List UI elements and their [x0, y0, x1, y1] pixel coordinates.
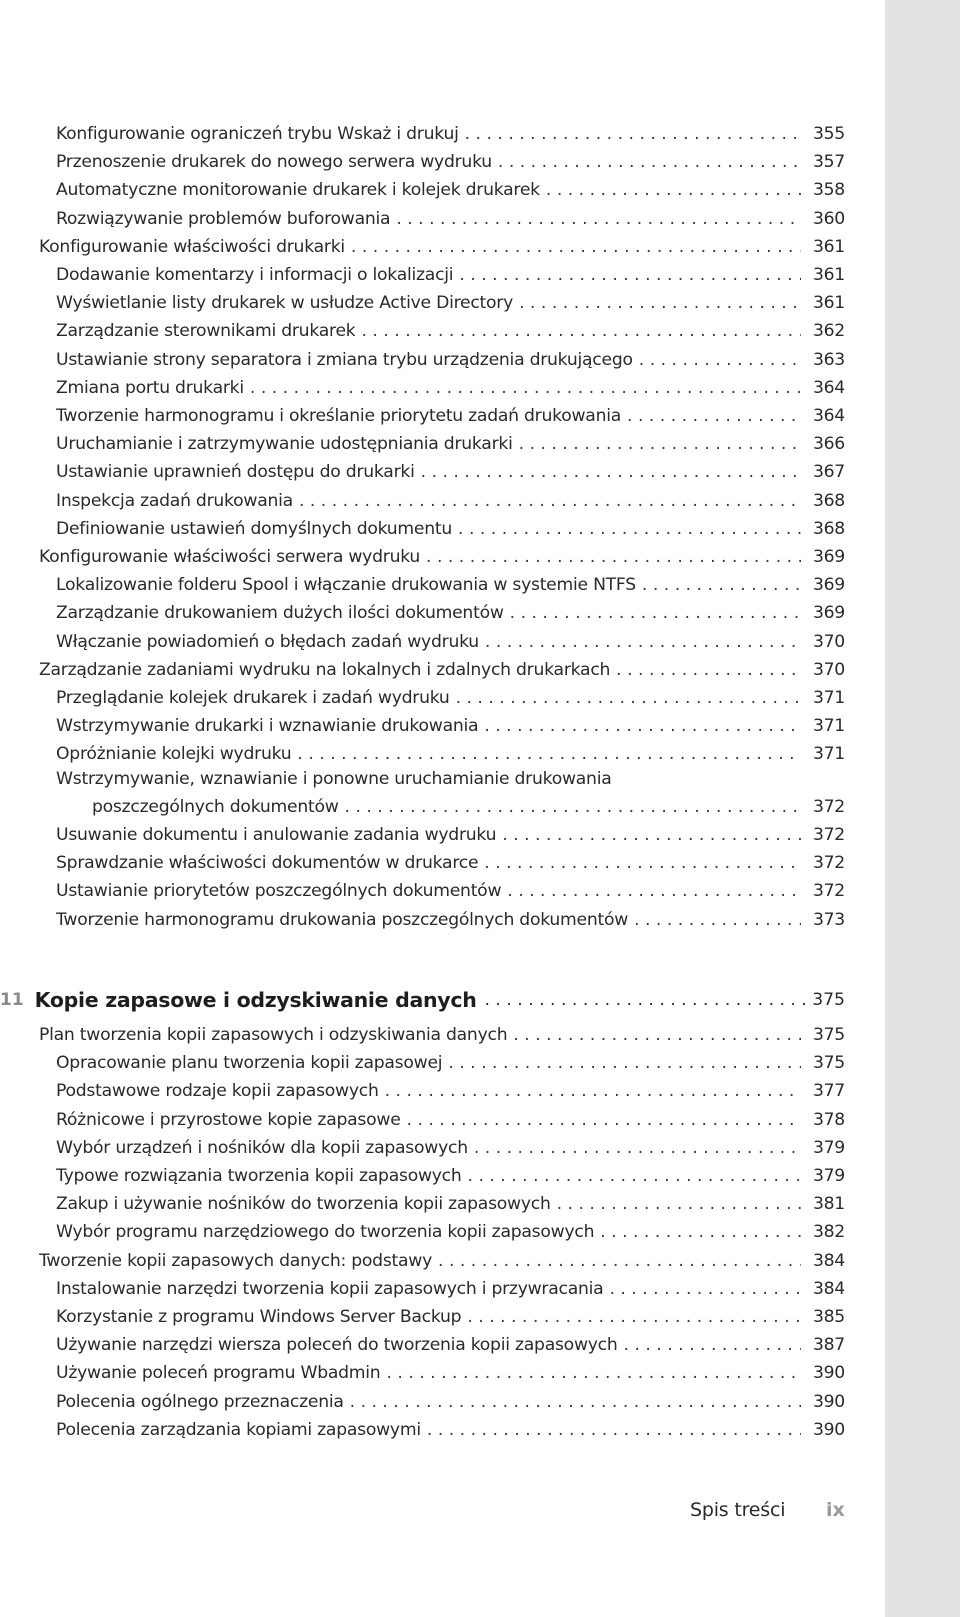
dot-leader: [519, 430, 801, 458]
toc-entry: [39, 656, 845, 684]
toc-entry-page: 385: [812, 1307, 845, 1327]
dot-leader: [407, 1106, 801, 1134]
page-side-bar: [885, 0, 960, 1617]
chapter-page: 375: [812, 990, 845, 1010]
toc-entry: [56, 120, 845, 148]
toc-entry-title: Sprawdzanie właściwości dokumentów w drukarce: [56, 853, 479, 874]
toc-entry: [56, 317, 845, 345]
dot-leader: [468, 1162, 801, 1190]
toc-entry-page: 379: [812, 1137, 845, 1158]
toc-entry: [56, 205, 845, 233]
toc-entry: [56, 148, 845, 176]
dot-leader: [519, 289, 801, 317]
toc-entry-page: 371: [812, 744, 845, 765]
toc-entry-wrapped-continuation: [92, 793, 845, 821]
toc-entry-page: 372: [812, 797, 845, 817]
toc-entry-page: 382: [812, 1222, 845, 1243]
toc-entry: [56, 261, 845, 289]
toc-entry-page: 357: [812, 152, 845, 173]
dot-leader: [427, 1416, 801, 1444]
toc-entry-title: Przeglądanie kolejek drukarek i zadań wydruku: [56, 688, 450, 708]
dot-leader: [467, 1303, 801, 1331]
page-footer: [0, 1499, 960, 1529]
dot-leader: [350, 1388, 801, 1416]
dot-leader: [396, 205, 801, 233]
toc-entry: [56, 1162, 845, 1190]
dot-leader: [351, 233, 801, 261]
toc-entry: [56, 877, 845, 905]
toc-entry-title: Tworzenie kopii zapasowych danych: podstawy: [39, 1250, 433, 1271]
toc-entry-page: 371: [812, 716, 845, 737]
toc-entry-page: 360: [812, 208, 845, 229]
toc-entry: [56, 1077, 845, 1105]
dot-leader: [458, 515, 801, 543]
toc-entry: [56, 571, 845, 599]
toc-entry-title: Włączanie powiadomień o błędach zadań wydruku: [56, 631, 479, 652]
toc-entry-title: Przenoszenie drukarek do nowego serwera wydruku: [56, 152, 492, 173]
toc-entry-page: 384: [812, 1278, 845, 1299]
toc-entry-title: Definiowanie ustawień domyślnych dokumentu: [56, 518, 453, 539]
toc-entry-title: Wybór urządzeń i nośników dla kopii zapasowych: [56, 1137, 468, 1158]
dot-leader: [616, 656, 801, 684]
chapter-heading: [0, 983, 845, 1017]
toc-entry-title: Konfigurowanie właściwości serwera wydruku: [39, 547, 421, 567]
toc-entry-title: Tworzenie harmonogramu drukowania poszczególnych dokumentów: [56, 909, 629, 930]
toc-entry: [39, 233, 845, 261]
dot-leader: [459, 261, 801, 289]
toc-entry-title: Plan tworzenia kopii zapasowych i odzyskiwania danych: [39, 1025, 508, 1045]
dot-leader: [299, 487, 801, 515]
toc-entry: [56, 712, 845, 740]
toc-entry-page: 362: [812, 321, 845, 342]
toc-entry-page: 369: [812, 575, 845, 596]
toc-entry-title: Wstrzymywanie, wznawianie i ponowne uruchamianie drukowania: [56, 769, 612, 789]
dot-leader: [484, 849, 801, 877]
toc-entry-page: 372: [812, 881, 845, 902]
toc-entry: [56, 176, 845, 204]
dot-leader: [474, 1134, 801, 1162]
dot-leader: [624, 1331, 801, 1359]
dot-leader: [557, 1190, 801, 1218]
toc-entry-title: Zmiana portu drukarki: [56, 377, 244, 398]
toc-entry: [56, 1416, 845, 1444]
dot-leader: [507, 877, 801, 905]
dot-leader: [484, 712, 801, 740]
chapter-title: Kopie zapasowe i odzyskiwanie danych: [34, 988, 477, 1012]
toc-entry: [56, 402, 845, 430]
toc-entry-title: Zarządzanie sterownikami drukarek: [56, 321, 356, 342]
toc-entry-title: Typowe rozwiązania tworzenia kopii zapasowych: [56, 1166, 462, 1186]
toc-entry: [56, 628, 845, 656]
dot-leader: [385, 1077, 801, 1105]
footer-page-number: ix: [826, 1499, 845, 1521]
toc-entry: [56, 1049, 845, 1077]
toc-entry-title: Konfigurowanie właściwości drukarki: [39, 236, 345, 257]
toc-entry-title: Ustawianie uprawnień dostępu do drukarki: [56, 462, 415, 483]
toc-entry-title: Ustawianie priorytetów poszczególnych dokumentów: [56, 881, 502, 902]
toc-entry: [56, 430, 845, 458]
toc-entry-page: 390: [812, 1363, 845, 1384]
toc-entry-title: Polecenia zarządzania kopiami zapasowymi: [56, 1419, 421, 1440]
toc-entry-page: 364: [812, 377, 845, 398]
toc-entry-title: Automatyczne monitorowanie drukarek i kolejek drukarek: [56, 180, 540, 201]
toc-entry: [56, 906, 845, 934]
toc-entry-title: Uruchamianie i zatrzymywanie udostępniania drukarki: [56, 434, 513, 455]
toc-entry-page: 369: [812, 547, 845, 567]
toc-entry: [39, 543, 845, 571]
toc-entry-title: Wybór programu narzędziowego do tworzenia kopii zapasowych: [56, 1222, 595, 1243]
toc-entry-title: Podstawowe rodzaje kopii zapasowych: [56, 1081, 379, 1102]
toc-entry: [56, 1331, 845, 1359]
toc-entry: [56, 1275, 845, 1303]
toc-entry-title: Polecenia ogólnego przeznaczenia: [56, 1391, 344, 1412]
footer-label: Spis treści: [690, 1499, 786, 1521]
toc-entry-page: 375: [812, 1025, 845, 1045]
toc-entry-page: 390: [812, 1419, 845, 1440]
toc-entry: [56, 1190, 845, 1218]
toc-entry-page: 371: [812, 688, 845, 708]
toc-entry-page: 375: [812, 1053, 845, 1074]
dot-leader: [250, 374, 801, 402]
toc-entry-title: Zarządzanie zadaniami wydruku na lokalnych i zdalnych drukarkach: [39, 659, 611, 680]
toc-entry: [39, 1021, 845, 1049]
dot-leader: [513, 1021, 801, 1049]
dot-leader: [386, 1359, 801, 1387]
toc-entry: [39, 1247, 845, 1275]
toc-entry-title: Lokalizowanie folderu Spool i włączanie drukowania w systemie NTFS: [56, 575, 636, 596]
dot-leader: [421, 458, 801, 486]
toc-entry-title: Rozwiązywanie problemów buforowania: [56, 208, 391, 229]
toc-entry-title: Wyświetlanie listy drukarek w usłudze Active Directory: [56, 293, 514, 314]
dot-leader: [345, 793, 801, 821]
dot-leader: [642, 571, 801, 599]
toc-entry: [56, 458, 845, 486]
dot-leader: [361, 317, 801, 345]
toc-entry-page: 361: [812, 236, 845, 257]
toc-entry-title: Używanie poleceń programu Wbadmin: [56, 1363, 381, 1384]
toc-entry-title: Różnicowe i przyrostowe kopie zapasowe: [56, 1109, 401, 1130]
toc-entry-page: 367: [812, 462, 845, 483]
toc-entry-page: 373: [812, 909, 845, 930]
toc-entry-page: 366: [812, 434, 845, 455]
toc-entry: [56, 1388, 845, 1416]
toc-entry-title: Ustawianie strony separatora i zmiana trybu urządzenia drukującego: [56, 349, 633, 370]
dot-leader: [426, 543, 801, 571]
toc-entry-page: 372: [812, 853, 845, 874]
toc-entry: [56, 684, 845, 712]
dot-leader: [627, 402, 801, 430]
toc-entry-title: Usuwanie dokumentu i anulowanie zadania wydruku: [56, 825, 497, 845]
dot-leader: [502, 821, 801, 849]
toc-entry-page: 370: [812, 659, 845, 680]
dot-leader: [438, 1247, 801, 1275]
toc-entry-page: 368: [812, 518, 845, 539]
toc-entry-page: 361: [812, 293, 845, 314]
toc-entry: [56, 1134, 845, 1162]
toc-entry-page: 381: [812, 1194, 845, 1215]
dot-leader: [634, 906, 801, 934]
toc-entry-title: Opróżnianie kolejki wydruku: [56, 744, 292, 765]
toc-entry-page: 372: [812, 825, 845, 845]
toc-entry-page: 361: [812, 265, 845, 285]
toc-entry-page: 378: [812, 1109, 845, 1130]
toc-entry-page: 377: [812, 1081, 845, 1102]
toc-entry: [56, 1303, 845, 1331]
toc-entry-page: 363: [812, 349, 845, 370]
toc-entry-page: 355: [812, 124, 845, 144]
toc-entry: [56, 1106, 845, 1134]
toc-entry: [56, 740, 845, 768]
toc-entry-title: Zakup i używanie nośników do tworzenia kopii zapasowych: [56, 1194, 551, 1215]
toc-entry-title: Tworzenie harmonogramu i określanie priorytetu zadań drukowania: [56, 406, 622, 426]
toc-entry: [56, 1218, 845, 1246]
dot-leader: [448, 1049, 801, 1077]
dot-leader: [456, 684, 801, 712]
toc-entry: [56, 289, 845, 317]
toc-entry-title: poszczególnych dokumentów: [92, 797, 339, 817]
toc-entry-page: 384: [812, 1250, 845, 1271]
toc-entry: [56, 515, 845, 543]
toc-entry-page: 370: [812, 631, 845, 652]
toc-entry-title: Korzystanie z programu Windows Server Backup: [56, 1307, 462, 1327]
dot-leader: [465, 120, 801, 148]
dot-leader: [600, 1218, 801, 1246]
toc-entry-page: 387: [812, 1335, 845, 1356]
toc-entry: [56, 346, 845, 374]
toc-entry-page: 368: [812, 490, 845, 511]
chapter-number: 11: [0, 990, 24, 1010]
toc-entry: [56, 1359, 845, 1387]
toc-entry: [56, 849, 845, 877]
toc-entry-title: Konfigurowanie ograniczeń trybu Wskaż i drukuj: [56, 124, 459, 144]
dot-leader: [485, 628, 801, 656]
toc-entry-title: Opracowanie planu tworzenia kopii zapasowej: [56, 1053, 443, 1074]
toc-entry-title: Używanie narzędzi wiersza poleceń do tworzenia kopii zapasowych: [56, 1335, 618, 1356]
toc-entry-title: Zarządzanie drukowaniem dużych ilości dokumentów: [56, 603, 504, 624]
toc-entry-page: 390: [812, 1391, 845, 1412]
dot-leader: [510, 599, 801, 627]
dot-leader: [639, 346, 801, 374]
dot-leader: [546, 176, 801, 204]
toc-entry: [56, 821, 845, 849]
dot-leader: [498, 148, 801, 176]
dot-leader: [484, 990, 808, 1010]
toc-entry-page: 364: [812, 406, 845, 426]
dot-leader: [297, 740, 801, 768]
dot-leader: [609, 1275, 801, 1303]
toc-entry: [56, 599, 845, 627]
toc-entry-title: Dodawanie komentarzy i informacji o lokalizacji: [56, 265, 454, 285]
toc-entry-title: Inspekcja zadań drukowania: [56, 490, 293, 511]
toc-entry-page: 379: [812, 1166, 845, 1186]
toc-entry: [56, 374, 845, 402]
toc-entry: [56, 487, 845, 515]
toc-entry-page: 358: [812, 180, 845, 201]
toc-entry-page: 369: [812, 603, 845, 624]
toc-entry-wrapped: [56, 765, 612, 793]
toc-entry-title: Wstrzymywanie drukarki i wznawianie drukowania: [56, 716, 479, 737]
toc-entry-title: Instalowanie narzędzi tworzenia kopii zapasowych i przywracania: [56, 1278, 604, 1299]
